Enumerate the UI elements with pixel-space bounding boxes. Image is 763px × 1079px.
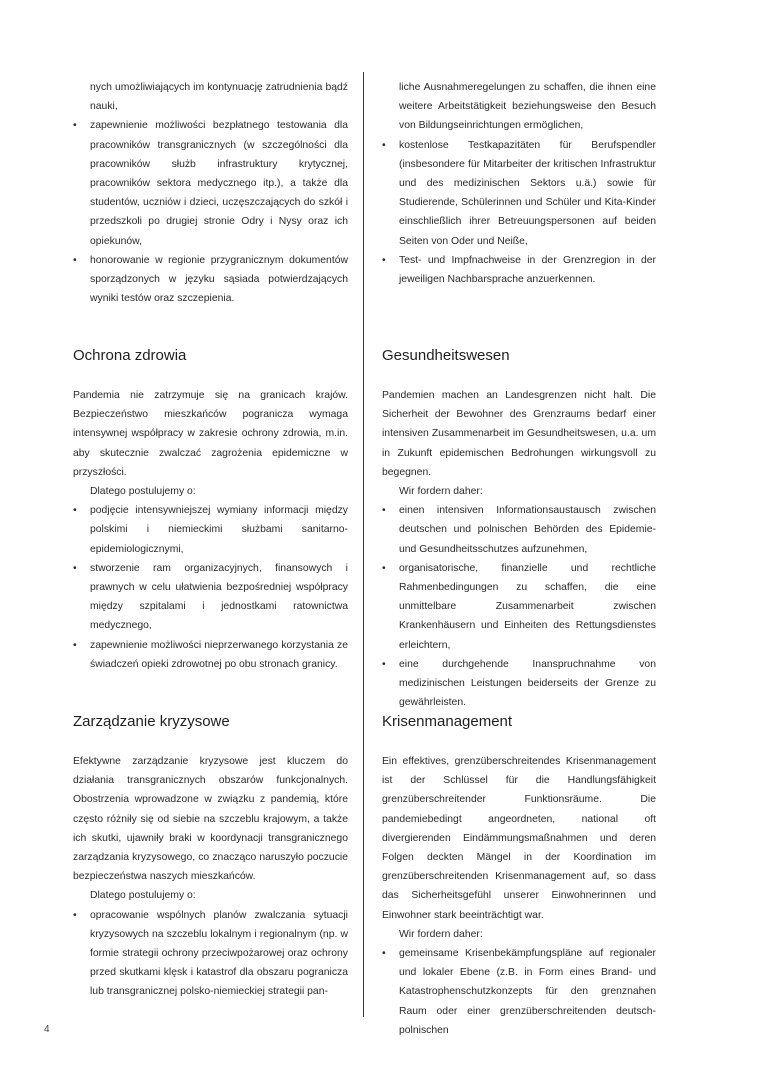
left-intro-block (73, 78, 348, 308)
page-number: 4 (44, 1024, 50, 1035)
column-divider (363, 72, 364, 1017)
bullet-item: • zapewnienie możliwości nieprzerwanego korzystania ze świadczeń opieki zdrowotnej po obu stronach granicy. (73, 636, 348, 674)
paragraph: Efektywne zarządzanie kryzysowe jest kluczem do działania transgranicznych obszarów funkcjonalnych. Obostrzenia wprowadzone w związku z pandemią, które często różniły się od siebie na szczeblu krajowym, a także ich skutki, ujawniły braki w koordynacji transgranicznego zarządzania kryzysowego, co znacząco naruszyło poczucie bezpieczeństwa naszych mieszkańców. (73, 756, 348, 883)
right-intro-block (382, 78, 656, 289)
heading-ochrona-zdrowia: Ochrona zdrowia (73, 347, 187, 364)
heading-krisenmanagement: Krisenmanagement (382, 713, 513, 730)
bullet-item: • einen intensiven Informationsaustausch zwischen deutschen und polnischen Behörden des Epidemie- und Gesundheitsschutzes aufzunehmen, (382, 501, 656, 559)
paragraph: nych umożliwiających im kontynuację zatrudnienia bądź nauki, (90, 82, 348, 113)
bullet-item: • zapewnienie możliwości bezpłatnego testowania dla pracowników transgranicznych (w szczególności dla pracowników służb infrastruktury krytycznej, pracowników sektora medycznego itp.), a także dla studentów, uczniów i dzieci, uczęszczających do szkół i przedszkoli po drugiej stronie Odry i Nysy oraz ich opiekunów, (73, 116, 348, 250)
bullet-item: • kostenlose Testkapazitäten für Berufspendler (insbesondere für Mitarbeiter der kritischen Infrastruktur und des medizinischen Sektors u.ä.) sowie für Studierende, Schülerinnen und Schüler und Kita-Kinder einschließlich ihrer Betreuungspersonen auf beiden Seiten von Oder und Neiße, (382, 136, 656, 251)
paragraph: Dlatego postulujemy o: (90, 486, 196, 498)
paragraph: Wir fordern daher: (399, 928, 483, 940)
paragraph: Dlatego postulujemy o: (90, 890, 196, 902)
section-zarzadzanie-kryzysowe (73, 752, 348, 1002)
bullet-item: • podjęcie intensywniejszej wymiany informacji między polskimi i niemieckimi służbami sanitarno-epidemiologicznymi, (73, 501, 348, 559)
paragraph: Pandemien machen an Landesgrenzen nicht halt. Die Sicherheit der Bewohner des Grenzraums bedarf einer intensiven Zusammenarbeit im Gesundheitswesen, u.a. um in Zukunft epidemischen Bedrohungen wirkungsvoll zu begegnen. (382, 390, 656, 478)
bullet-item: • eine durchgehende Inanspruchnahme von medizinischen Leistungen beiderseits der Grenze zu gewährleisten. (382, 655, 656, 713)
paragraph: Ein effektives, grenzüberschreitendes Krisenmanagement ist der Schlüssel für die Handlungsfähigkeit grenzüberschreitender Funktionsräume. Die pandemiebedingt angeordneten, national oft divergierenden Eindämmungsmaßnahmen und deren Folgen deckten Mängel in der Koordination im grenzüberschreitenden Krisenmanagement auf, so dass das Sicherheitsgefühl unserer Einwohnerinnen und Einwohner stark beeinträchtigt war. (382, 756, 656, 921)
paragraph: Wir fordern daher: (399, 486, 483, 498)
bullet-item: • honorowanie w regionie przygranicznym dokumentów sporządzonych w języku sąsiada potwierdzających wyniki testów oraz szczepienia. (73, 251, 348, 309)
bullet-item: • gemeinsame Krisenbekämpfungspläne auf regionaler und lokaler Ebene (z.B. in Form eines Brand- und Katastrophenschutzkonzepts für den grenznahen Raum oder einer grenzüberschreitenden deutsch-polnischen (382, 944, 656, 1040)
section-gesundheitswesen (382, 386, 656, 712)
bullet-item: • organisatorische, finanzielle und rechtliche Rahmenbedingungen zu schaffen, die eine unmittelbare Zusammenarbeit zwischen Krankenhäusern und Einheiten des Rettungsdienstes erleichtern, (382, 559, 656, 655)
section-ochrona-zdrowia (73, 386, 348, 674)
heading-zarzadzanie-kryzysowe: Zarządzanie kryzysowe (73, 713, 230, 730)
heading-gesundheitswesen: Gesundheitswesen (382, 347, 510, 364)
paragraph: Pandemia nie zatrzymuje się na granicach krajów. Bezpieczeństwo mieszkańców pogranicza wymaga intensywnej współpracy w zakresie ochrony zdrowia, m.in. aby skutecznie zwalczać zagrożenia epidemiczne w przyszłości. (73, 390, 348, 478)
bullet-item: • stworzenie ram organizacyjnych, finansowych i prawnych w celu ułatwienia bezpośredniej współpracy między szpitalami i jednostkami ratownictwa medycznego, (73, 559, 348, 636)
section-krisenmanagement (382, 752, 656, 1040)
bullet-item: • opracowanie wspólnych planów zwalczania sytuacji kryzysowych na szczeblu lokalnym i regionalnym (np. w formie strategii ochrony przeciwpożarowej oraz ochrony przed skutkami klęsk i katastrof dla obszaru pogranicza lub transgranicznej polsko-niemieckiej strategii pan- (73, 906, 348, 1002)
bullet-item: • Test- und Impfnachweise in der Grenzregion in der jeweiligen Nachbarsprache anzuerkennen. (382, 251, 656, 289)
paragraph: liche Ausnahmeregelungen zu schaffen, die ihnen eine weitere Arbeitstätigkeit beziehungsweise den Besuch von Bildungseinrichtungen ermöglichen, (399, 82, 656, 132)
